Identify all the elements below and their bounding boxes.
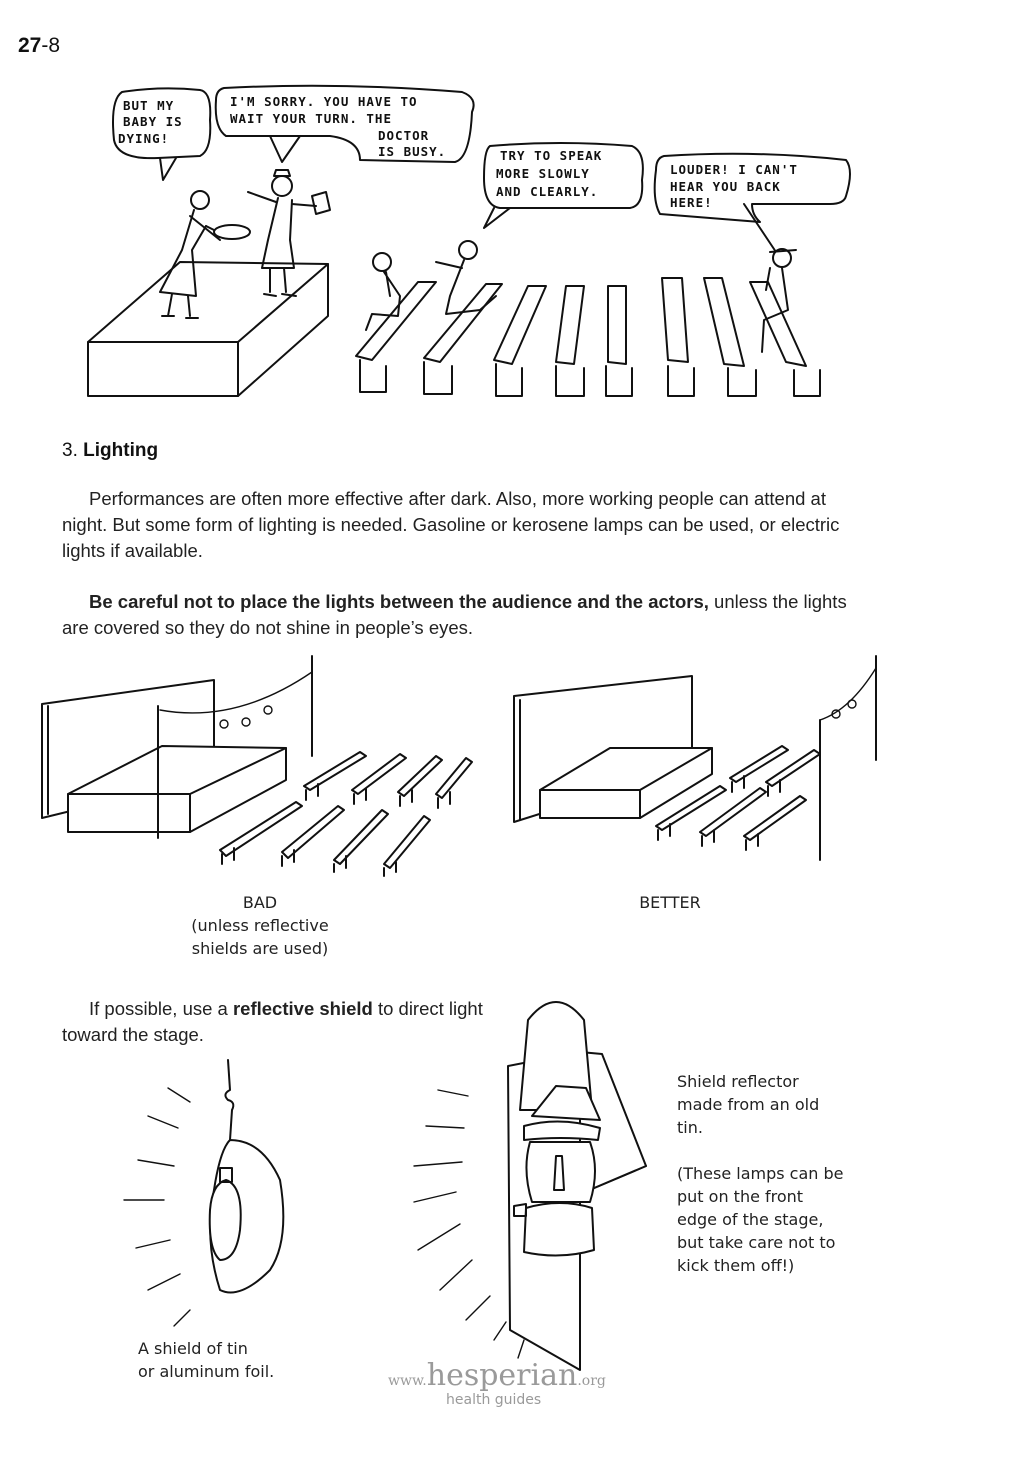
paragraph-after-dark: Performances are often more effective after dark. Also, more working people can attend at night. But some form of lighting is needed. Gasoline or kerosene lamps can be used, or electric lights if available. xyxy=(62,488,840,561)
bubble-front-line3: AND CLEARLY. xyxy=(496,184,599,199)
paragraph-reflective-shield: If possible, use a reflective shield to direct light toward the stage. xyxy=(62,998,483,1045)
footer-tagline: health guides xyxy=(446,1392,542,1408)
lighting-comparison-illustration xyxy=(0,650,1013,900)
audience-benches xyxy=(356,278,820,396)
bad-layout-drawing xyxy=(42,656,472,876)
caption-better: BETTER xyxy=(639,893,701,912)
paragraph-light-placement: Be careful not to place the lights between the audience and the actors, unless the lights are covered so they do not shine in people’s eyes. xyxy=(62,591,847,638)
spectator-back-figure xyxy=(762,249,796,352)
footer-watermark xyxy=(388,1358,628,1408)
bubble-nurse-line4: IS BUSY. xyxy=(378,144,447,159)
lantern-with-tin-reflector xyxy=(508,1002,646,1370)
footer-www: www. xyxy=(388,1373,427,1389)
footer-brand: hesperian xyxy=(426,1358,578,1393)
caption-bad: BAD (unless reflective shields are used) xyxy=(191,893,329,958)
stage-platform xyxy=(88,262,328,396)
caption-shield-reflector: Shield reflector made from an old tin. (These lamps can be put on the front edge of the stage, but take care not to kick them off!) xyxy=(677,1072,844,1275)
stage-scene-illustration xyxy=(0,0,1013,430)
bubble-nurse-line2: WAIT YOUR TURN. THE xyxy=(230,111,392,126)
light-rays-left xyxy=(124,1088,190,1326)
bulb-with-foil-shield xyxy=(210,1060,284,1293)
bubble-nurse-line3: DOCTOR xyxy=(378,128,430,143)
footer-org: .org xyxy=(577,1373,606,1389)
bubble-back-line1: LOUDER! I CAN'T xyxy=(670,162,798,177)
bubble-nurse-line1: I'M SORRY. YOU HAVE TO xyxy=(230,94,418,109)
bubble-front-line2: MORE SLOWLY xyxy=(496,166,590,181)
bubble-mother-line3: DYING! xyxy=(118,131,170,146)
bubble-back-line3: HERE! xyxy=(670,195,713,210)
bubble-mother-line2: BABY IS xyxy=(123,114,183,129)
better-layout-drawing xyxy=(514,656,876,860)
caption-tin-shield: A shield of tin or aluminum foil. xyxy=(138,1339,275,1381)
bubble-back-line2: HEAR YOU BACK xyxy=(670,179,781,194)
section-heading: 3. Lighting xyxy=(62,440,159,461)
page-number: 27-8 xyxy=(18,34,61,57)
bubble-front-line1: TRY TO SPEAK xyxy=(500,148,603,163)
bubble-mother-line1: BUT MY xyxy=(123,98,175,113)
